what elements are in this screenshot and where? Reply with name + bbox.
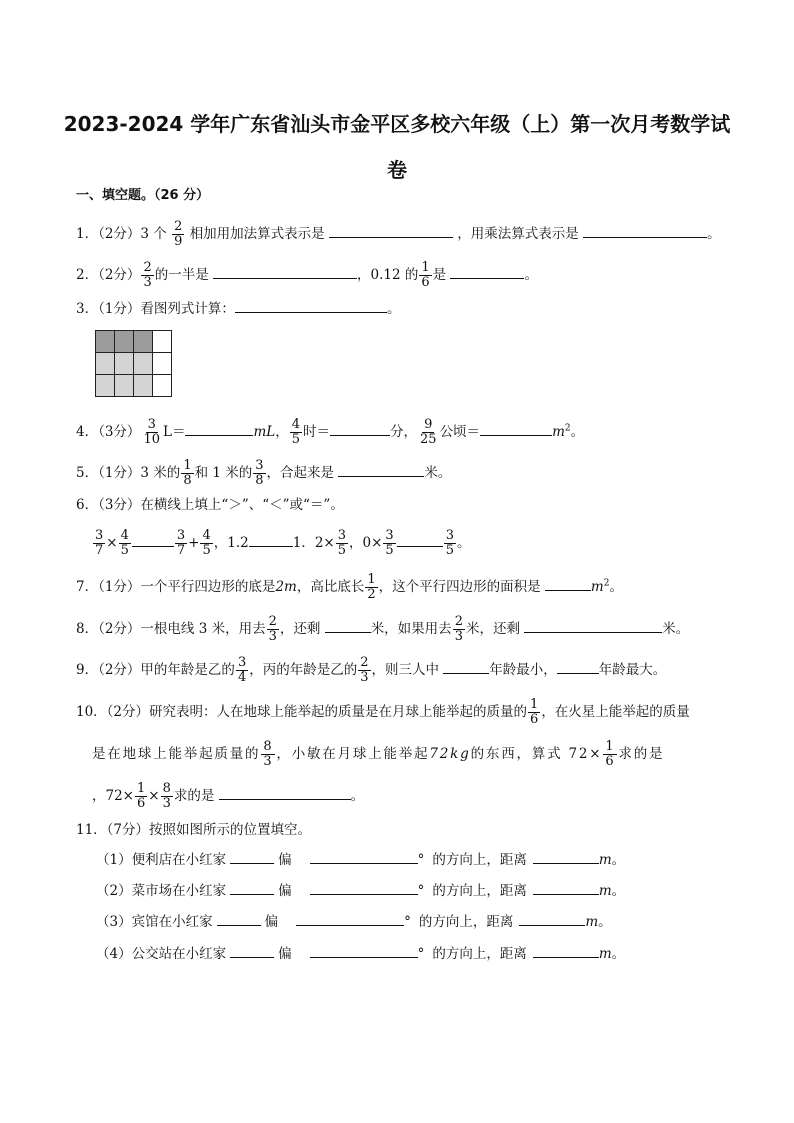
question-8 xyxy=(76,615,689,644)
answer-blank[interactable] xyxy=(443,661,489,674)
question-9 xyxy=(76,656,666,685)
q11-item-text: ° xyxy=(417,852,425,868)
fraction: $\frac{3}{5}$ xyxy=(337,528,347,558)
answer-blank[interactable] xyxy=(533,882,599,895)
q11-text: 11．（7分）按照如图所示的位置填空。 xyxy=(76,822,312,838)
fraction: $\frac{1}{6}$ xyxy=(421,260,430,290)
q11-item xyxy=(96,850,625,870)
q3-text: 。 xyxy=(386,301,401,317)
fraction: $\frac{1}{6}$ xyxy=(530,697,539,727)
question-10-line3 xyxy=(92,782,364,811)
fraction: $\frac{3}{7}$ xyxy=(176,528,186,558)
q11-item-text: 的方向上，距离 xyxy=(432,946,527,962)
fraction: $\frac{3}{4}$ xyxy=(237,655,247,685)
q8-text: 米，还剩 xyxy=(465,621,520,637)
answer-blank[interactable] xyxy=(219,787,351,800)
answer-blank[interactable] xyxy=(557,661,599,674)
section-heading: 一、填空题。（26 分） xyxy=(76,188,210,203)
superscript: 2 xyxy=(603,578,610,589)
answer-blank[interactable] xyxy=(480,423,552,436)
fraction: $\frac{2}{3}$ xyxy=(143,260,152,290)
value: 2m xyxy=(275,579,297,595)
fraction: $\frac{1}{6}$ xyxy=(605,739,616,769)
answer-blank[interactable] xyxy=(310,851,418,864)
shaded-grid-figure xyxy=(95,330,172,397)
q2-text: 的一半是 xyxy=(154,267,209,283)
q11-item-text: 的方向上，距离 xyxy=(418,914,514,930)
fraction: $\frac{8}{3}$ xyxy=(162,781,171,811)
value: 72kg xyxy=(429,746,471,762)
q8-text: ，还剩 xyxy=(279,621,321,637)
answer-blank[interactable] xyxy=(249,534,293,547)
q5-text: ，合起来是 xyxy=(266,465,335,481)
fraction: $\frac{3}{10}$ xyxy=(143,417,160,447)
q6-text: + xyxy=(188,535,200,551)
answer-blank[interactable] xyxy=(533,851,599,864)
question-7 xyxy=(76,573,623,602)
fraction: $\frac{4}{5}$ xyxy=(291,417,301,447)
q1-text: 相加用加法算式表示是 xyxy=(189,226,325,242)
answer-blank[interactable] xyxy=(325,620,371,633)
q9-text: ，则三人中 xyxy=(371,662,439,678)
q8-text: 8．（2分）一根电线 3 米，用去 xyxy=(76,621,266,637)
answer-blank[interactable] xyxy=(235,300,387,313)
fraction: $\frac{4}{5}$ xyxy=(120,528,129,558)
answer-blank[interactable] xyxy=(185,423,253,436)
q11-item-text: 。 xyxy=(611,946,626,962)
q9-text: 年龄最小， xyxy=(489,662,557,678)
fraction: $\frac{3}{5}$ xyxy=(385,528,394,558)
q5-text: 米。 xyxy=(424,465,452,481)
fraction: $\frac{8}{3}$ xyxy=(263,739,274,769)
q6-text: 。 xyxy=(456,535,471,551)
q10-text: 是在地球上能举起质量的 xyxy=(92,746,261,762)
q2-text: 2．（2分） xyxy=(76,267,141,283)
q9-text: ，丙的年龄是乙的 xyxy=(249,662,358,678)
fraction: $\frac{3}{5}$ xyxy=(445,528,454,558)
superscript: 2 xyxy=(564,423,571,434)
q11-item-text: ° xyxy=(404,914,411,930)
question-5 xyxy=(76,459,451,488)
q11-item-text: 。 xyxy=(598,914,612,930)
q10-text: 求的是 xyxy=(173,788,215,804)
q5-text: 和 1 米的 xyxy=(194,465,253,481)
q11-item xyxy=(96,944,625,964)
fraction: $\frac{3}{7}$ xyxy=(95,528,104,558)
q10-text: 10．（2分）研究表明：人在地球上能举起的质量是在月球上能举起的质量的 xyxy=(76,704,528,720)
fraction: $\frac{3}{8}$ xyxy=(255,458,264,488)
unit: m xyxy=(590,579,604,595)
q11-item-label: （4）公交站在小红家 xyxy=(96,946,227,962)
answer-blank[interactable] xyxy=(296,913,404,926)
q11-item-text: ° xyxy=(417,883,425,899)
q11-item-label: （3）宾馆在小红家 xyxy=(96,914,213,930)
q11-item-text: 偏 xyxy=(264,914,279,930)
q10-text: 的东西，算式 72× xyxy=(470,746,603,762)
question-6-items xyxy=(92,529,470,558)
q11-item-text: ° xyxy=(417,946,425,962)
q11-item xyxy=(96,912,612,932)
q10-text: 。 xyxy=(350,788,365,804)
answer-blank[interactable] xyxy=(519,913,585,926)
q1-text: 。 xyxy=(707,226,721,242)
answer-blank[interactable] xyxy=(329,225,453,238)
fraction: $\frac{2}{3}$ xyxy=(268,614,277,644)
answer-blank[interactable] xyxy=(524,620,662,633)
q4-text: ， xyxy=(275,424,289,440)
unit: m xyxy=(552,424,565,440)
fraction: $\frac{2}{3}$ xyxy=(454,614,463,644)
q8-text: 米，如果用去 xyxy=(370,621,452,637)
q10-text: ，在火星上能举起的质量 xyxy=(541,704,690,720)
q4-text: 分， xyxy=(390,424,418,440)
answer-blank[interactable] xyxy=(545,578,591,591)
q6-text: ，1.2 xyxy=(213,535,249,551)
page-title: 2023-2024 学年广东省汕头市金平区多校六年级（上）第一次月考数学试卷 xyxy=(63,112,731,182)
q9-text: 9．（2分）甲的年龄是乙的 xyxy=(76,662,235,678)
q6-text: × xyxy=(106,535,118,551)
answer-blank[interactable] xyxy=(230,945,274,958)
q10-text: 求的是 xyxy=(618,746,665,762)
q11-item-label: （1）便利店在小红家 xyxy=(96,852,227,868)
question-10 xyxy=(76,698,690,727)
q6-text: ，0× xyxy=(349,535,383,551)
q11-item-text: 的方向上，距离 xyxy=(432,852,527,868)
q4-text: 时＝ xyxy=(303,424,331,440)
q11-item-text: 偏 xyxy=(278,852,292,868)
answer-blank[interactable] xyxy=(583,225,707,238)
question-11 xyxy=(76,820,311,840)
q2-text: ，0.12 的 xyxy=(357,267,419,283)
unit: m xyxy=(598,883,612,899)
q11-item-text: 偏 xyxy=(278,946,292,962)
unit: m xyxy=(585,914,599,930)
unit: m xyxy=(598,946,612,962)
fraction: $\frac{1}{6}$ xyxy=(137,781,146,811)
answer-blank[interactable] xyxy=(338,464,424,477)
q11-item-text: 偏 xyxy=(278,883,292,899)
unit: mL xyxy=(253,424,276,440)
q6-text: 6．（3分）在横线上填上“＞”、“＜”或“＝”。 xyxy=(76,497,344,513)
q11-item xyxy=(96,881,625,901)
q4-text: 公顷＝ xyxy=(439,424,481,440)
q4-text: 。 xyxy=(570,424,585,440)
q2-text: 是 xyxy=(432,267,447,283)
answer-blank[interactable] xyxy=(450,266,524,279)
question-3 xyxy=(76,299,400,319)
question-6 xyxy=(76,495,344,515)
answer-blank[interactable] xyxy=(213,266,357,279)
fraction: $\frac{2}{3}$ xyxy=(360,655,369,685)
q11-item-text: 。 xyxy=(611,883,626,899)
answer-blank[interactable] xyxy=(217,913,261,926)
question-2 xyxy=(76,261,538,290)
question-1 xyxy=(76,220,721,249)
q4-text: 4．（3分） xyxy=(76,424,141,440)
q9-text: 年龄最大。 xyxy=(598,662,667,678)
q7-text: ，这个平行四边形的面积是 xyxy=(378,579,541,595)
q5-text: 5．（1分）3 米的 xyxy=(76,465,181,481)
fraction: $\frac{9}{25}$ xyxy=(420,417,437,447)
answer-blank[interactable] xyxy=(310,882,418,895)
q7-text: 。 xyxy=(609,579,623,595)
q7-text: 7．（1分）一个平行四边形的底是 xyxy=(76,579,276,595)
q8-text: 米。 xyxy=(662,621,690,637)
fraction: $\frac{1}{2}$ xyxy=(367,572,376,602)
q10-text: × xyxy=(148,788,160,804)
fraction: $\frac{1}{8}$ xyxy=(183,458,192,488)
fraction: $\frac{2}{9}$ xyxy=(174,219,183,249)
q11-item-text: 。 xyxy=(611,852,626,868)
q4-text: L＝ xyxy=(162,424,186,440)
answer-blank[interactable] xyxy=(230,851,274,864)
q1-text: 1．（2分）3 个 xyxy=(76,226,167,242)
q10-text: ，小敏在月球上能举起 xyxy=(276,746,430,762)
q11-item-text: 的方向上，距离 xyxy=(432,883,527,899)
answer-blank[interactable] xyxy=(230,882,274,895)
q1-text: ，用乘法算式表示是 xyxy=(457,226,579,242)
fraction: $\frac{4}{5}$ xyxy=(202,528,211,558)
q3-text: 3．（1分）看图列式计算： xyxy=(76,301,235,317)
unit: m xyxy=(598,852,612,868)
q11-item-label: （2）菜市场在小红家 xyxy=(96,883,227,899)
question-4 xyxy=(76,418,584,447)
q10-text: ，72× xyxy=(92,788,134,804)
q6-text: 1．2× xyxy=(292,535,335,551)
answer-blank[interactable] xyxy=(397,534,443,547)
answer-blank[interactable] xyxy=(533,945,599,958)
question-10-line2 xyxy=(92,740,664,769)
answer-blank[interactable] xyxy=(330,423,390,436)
answer-blank[interactable] xyxy=(310,945,418,958)
q2-text: 。 xyxy=(524,267,538,283)
answer-blank[interactable] xyxy=(132,534,174,547)
q7-text: ，高比底长 xyxy=(296,579,365,595)
